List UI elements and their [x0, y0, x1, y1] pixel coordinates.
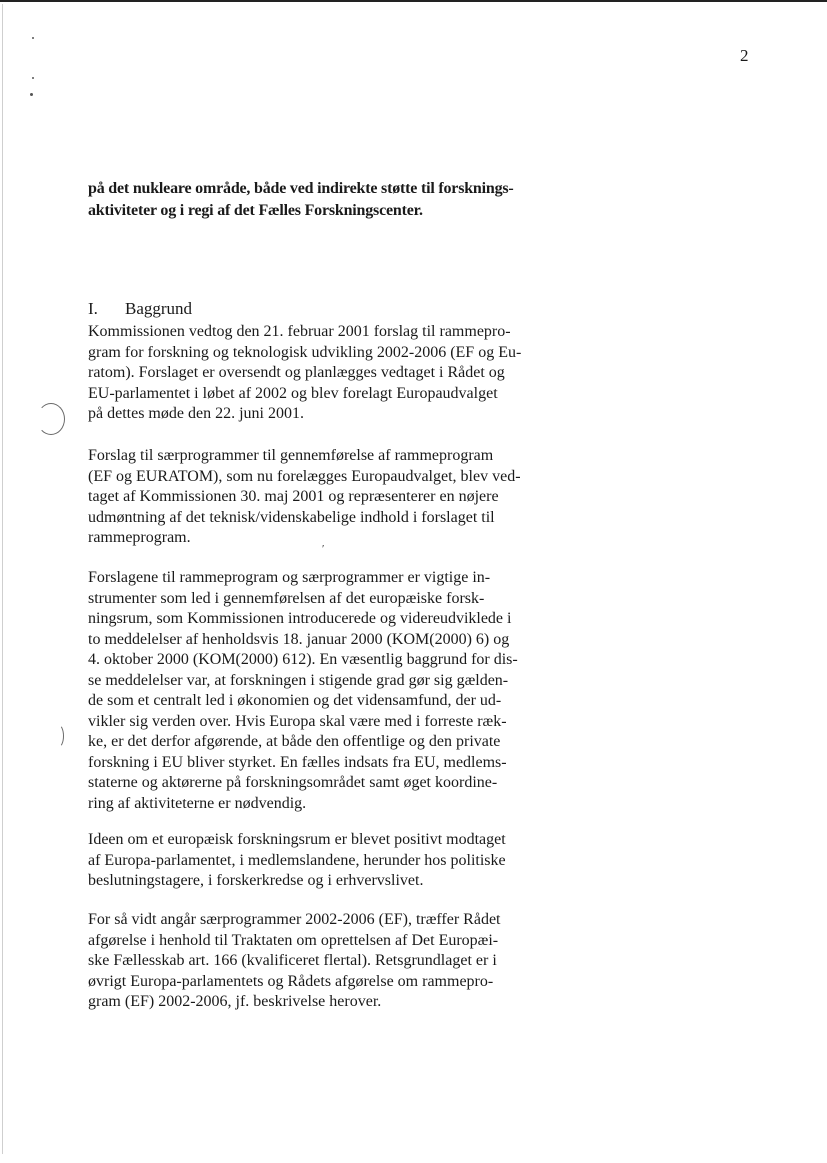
scan-speck [32, 37, 34, 39]
text-line: 4. oktober 2000 (KOM(2000) 612). En væsentlig baggrund for dis- [88, 651, 518, 668]
text-line: strumenter som led i gennemførelsen af det europæiske forsk- [88, 589, 485, 607]
text-line: se meddelelser var, at forskningen i stigende grad gør sig gælden- [88, 671, 509, 689]
section-heading [88, 298, 192, 320]
text-line: Forslag til særprogrammer til gennemførelse af rammeprogram [88, 447, 494, 464]
text-line: taget af Kommissionen 30. maj 2001 og repræsenterer en nøjere [88, 488, 499, 505]
left-scan-edge [2, 4, 3, 1154]
text-line: EU-parlamentet i løbet af 2002 og blev forelagt Europaudvalget [88, 384, 498, 402]
paragraph-research-area [88, 568, 608, 814]
top-border-line [0, 0, 827, 2]
text-line: Kommissionen vedtog den 21. februar 2001 forslag til rammepro- [88, 323, 511, 340]
text-line: ratom). Forslaget er oversendt og planlægges vedtaget i Rådet og [88, 364, 505, 381]
section-number: I. [88, 299, 98, 318]
text-line: forskning i EU bliver styrket. En fælles indsats fra EU, medlems- [88, 753, 507, 771]
text-line: staterne og aktørerne på forskningsområdet samt øget koordine- [88, 774, 498, 791]
text-line: ring af aktiviteterne er nødvendig. [88, 794, 307, 812]
text-line: to meddelelser af henholdsvis 18. januar 2000 (KOM(2000) 6) og [88, 630, 510, 648]
text-line: aktiviteter og i regi af det Fælles Forskningscenter. [88, 202, 423, 219]
text-line: ke, er det derfor afgørende, at både den offentlige og den private [88, 733, 501, 750]
text-line: ningsrum, som Kommissionen introducerede og videreudviklede i [88, 610, 512, 627]
paragraph-background-intro [88, 322, 608, 425]
text-line: Forslagene til rammeprogram og særprogrammer er vigtige in- [88, 569, 491, 586]
text-line: på dettes møde den 22. juni 2001. [88, 405, 304, 422]
text-line: Ideen om et europæisk forskningsrum er blevet positivt modtaget [88, 831, 506, 848]
scan-speck [30, 93, 33, 96]
text-line: beslutningstagere, i forskerkredse og i erhvervslivet. [88, 872, 424, 889]
text-line: (EF og EURATOM), som nu forelægges Europaudvalget, blev ved- [88, 467, 521, 485]
text-line: For så vidt angår særprogrammer 2002-2006 (EF), træffer Rådet [88, 911, 501, 928]
scan-speck [32, 77, 34, 79]
text-line: rammeprogram. [88, 529, 191, 546]
punch-hole-mark [37, 403, 65, 435]
text-line: gram for forskning og teknologisk udvikling 2002-2006 (EF og Eu- [88, 343, 522, 361]
paragraph-reception [88, 830, 608, 892]
text-line: vikler sig verden over. Hvis Europa skal være med i forreste ræk- [88, 712, 507, 730]
section-title: Baggrund [125, 299, 193, 318]
text-line: udmøntning af det teknisk/videnskabelige indhold i forslaget til [88, 508, 495, 526]
punch-hole-mark [52, 724, 64, 748]
text-line: gram (EF) 2002-2006, jf. beskrivelse herover. [88, 993, 382, 1010]
text-line: af Europa-parlamentet, i medlemslandene, herunder hos politiske [88, 851, 506, 869]
text-line: øvrigt Europa-parlamentets og Rådets afgørelse om rammepro- [88, 972, 494, 990]
text-line: ske Fællesskab art. 166 (kvalificeret flertal). Retsgrundlaget er i [88, 952, 497, 969]
paragraph-special-programmes [88, 446, 608, 549]
paragraph-legal-basis [88, 910, 608, 1013]
text-line: de som et centralt led i økonomien og det vidensamfund, der ud- [88, 692, 502, 709]
text-line: på det nukleare område, både ved indirekte støtte til forsknings- [88, 180, 514, 197]
scan-tick-mark: ′ [322, 543, 325, 555]
continued-bold-text [88, 178, 608, 222]
page-number: 2 [740, 46, 749, 65]
text-line: afgørelse i henhold til Traktaten om oprettelsen af Det Europæi- [88, 931, 499, 949]
